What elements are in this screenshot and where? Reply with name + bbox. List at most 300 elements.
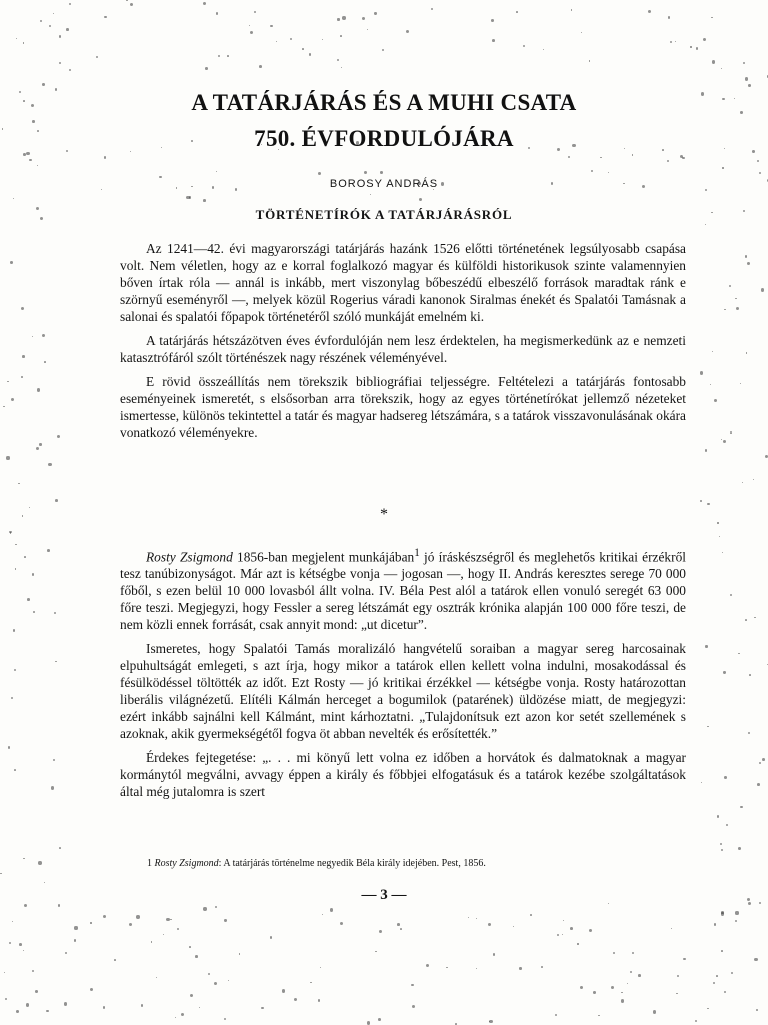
section-heading: TÖRTÉNETÍRÓK A TATÁRJÁRÁSRÓL (255, 207, 513, 222)
noise-speck (719, 536, 720, 537)
paragraph-ismeretes: Ismeretes, hogy Spalatói Tamás moralizáló hangvételű soraiban a magyar sereg harcosainak elpuhultságát emlegeti, s azt írja, hogy mikor a tatárok ellen kellett volna indulni, mosakodással és fésülködéssel töltötték az időt. Ezt Rosty — jó kritikai érzékkel — kétségbe vonja. Rosty határozottan liberális világnézetű. Elítéli Kálmán herceget a bogumilok (patarének) üldözése miatt, de megjegyzi: ezért inkább sajnálni kell Kálmánt, mint kárhoztatni. „Tulajdonítsuk ezt azon kor setét szellemének s azoknak, akik gyermekségétől fogva öt abban nevelték és erősítették.” (120, 641, 686, 742)
noise-speck (228, 980, 229, 981)
noise-speck (765, 455, 768, 458)
noise-speck (690, 46, 691, 47)
noise-speck (589, 60, 591, 62)
noise-speck (757, 783, 760, 786)
noise-speck (90, 922, 91, 923)
noise-speck (318, 172, 321, 175)
noise-speck (677, 975, 679, 977)
noise-speck (21, 376, 23, 378)
noise-speck (54, 612, 56, 614)
noise-speck (282, 989, 285, 992)
paragraph-rosty (120, 545, 686, 633)
author-name: BOROSY ANDRÁS (329, 178, 439, 190)
noise-speck (32, 970, 34, 972)
noise-speck (309, 53, 312, 56)
noise-speck (468, 917, 469, 918)
footnote-author: Rosty Zsigmond (154, 858, 219, 869)
article-title-line-1: A TATÁRJÁRÁS ÉS A MUHI CSATA (191, 90, 577, 115)
noise-speck (710, 384, 711, 385)
noise-speck (488, 923, 491, 926)
noise-speck (757, 160, 759, 162)
noise-speck (208, 973, 210, 975)
noise-speck (7, 381, 9, 383)
noise-speck (58, 904, 61, 907)
noise-speck (4, 972, 5, 973)
noise-speck (276, 41, 277, 42)
noise-speck (700, 500, 702, 502)
main-text (120, 545, 686, 807)
noise-speck (543, 49, 544, 50)
noise-speck (745, 619, 747, 621)
noise-speck (8, 746, 10, 748)
noise-speck (738, 847, 741, 850)
noise-speck (362, 17, 365, 20)
noise-speck (735, 920, 737, 922)
noise-speck (57, 435, 60, 438)
noise-speck (53, 759, 55, 761)
noise-speck (216, 171, 217, 172)
noise-speck (6, 456, 9, 459)
noise-speck (767, 664, 768, 665)
noise-speck (562, 934, 563, 935)
noise-speck (530, 914, 532, 916)
noise-speck (14, 769, 16, 771)
noise-speck (11, 398, 14, 401)
noise-speck (141, 1004, 143, 1006)
noise-speck (513, 926, 514, 927)
noise-speck (648, 10, 651, 13)
noise-speck (580, 986, 583, 989)
noise-speck (24, 556, 26, 558)
noise-speck (746, 352, 747, 353)
noise-speck (705, 645, 707, 647)
noise-speck (35, 990, 38, 993)
noise-speck (189, 946, 191, 948)
noise-speck (759, 172, 761, 174)
noise-speck (51, 786, 54, 789)
noise-speck (294, 998, 297, 1001)
noise-speck (177, 928, 179, 930)
noise-speck (49, 25, 51, 27)
noise-speck (754, 958, 757, 961)
noise-speck (195, 955, 198, 958)
noise-speck (166, 918, 169, 921)
noise-speck (523, 45, 525, 47)
noise-speck (55, 661, 56, 662)
noise-speck (163, 934, 164, 935)
footnote-marker: 1 (414, 547, 420, 559)
noise-speck (591, 170, 593, 172)
noise-speck (759, 762, 761, 764)
noise-speck (717, 815, 719, 817)
noise-speck (571, 9, 573, 11)
noise-speck (721, 911, 724, 914)
noise-speck (29, 159, 32, 162)
noise-speck (705, 224, 706, 225)
noise-speck (13, 198, 14, 199)
noise-speck (738, 653, 740, 655)
noise-speck (130, 3, 133, 6)
noise-speck (747, 262, 750, 265)
noise-speck (670, 41, 672, 43)
noise-speck (519, 967, 521, 969)
noise-speck (250, 31, 253, 34)
noise-speck (735, 911, 738, 914)
section-separator: * (380, 506, 388, 523)
noise-speck (322, 914, 323, 915)
noise-speck (627, 983, 628, 984)
noise-speck (69, 69, 71, 71)
noise-speck (476, 918, 478, 920)
noise-speck (59, 62, 61, 64)
noise-speck (489, 1020, 492, 1023)
noise-speck (5, 998, 7, 1000)
noise-speck (46, 1010, 49, 1013)
noise-speck (322, 39, 323, 40)
noise-speck (103, 1006, 106, 1009)
noise-speck (714, 399, 717, 402)
noise-speck (563, 920, 564, 921)
noise-speck (713, 982, 715, 984)
noise-speck (613, 952, 615, 954)
noise-speck (762, 758, 765, 761)
noise-speck (722, 552, 723, 553)
noise-speck (90, 988, 93, 991)
noise-speck (711, 17, 712, 18)
noise-speck (330, 908, 333, 911)
noise-speck (156, 977, 157, 978)
noise-speck (745, 77, 748, 80)
noise-speck (364, 171, 367, 174)
noise-speck (259, 65, 262, 68)
noise-speck (205, 67, 208, 70)
noise-speck (74, 926, 77, 929)
noise-speck (341, 67, 342, 68)
noise-speck (3, 406, 5, 408)
noise-speck (400, 928, 402, 930)
noise-speck (302, 48, 304, 50)
noise-speck (714, 923, 717, 926)
noise-speck (630, 971, 632, 973)
noise-speck (731, 972, 733, 974)
noise-speck (621, 999, 624, 1002)
noise-speck (74, 939, 77, 942)
noise-speck (9, 942, 11, 944)
noise-speck (44, 361, 46, 363)
noise-speck (23, 42, 25, 44)
noise-speck (632, 154, 633, 155)
noise-speck (675, 41, 676, 42)
noise-speck (598, 1015, 599, 1016)
intro-text (120, 240, 686, 448)
noise-speck (632, 952, 634, 954)
noise-speck (214, 982, 217, 985)
noise-speck (9, 531, 11, 533)
noise-speck (69, 3, 71, 5)
noise-speck (104, 16, 107, 19)
paragraph-intro-3: E rövid összeállítás nem törekszik bibliográfiai teljességre. Feltételezi a tatárjárás fontosabb eseményeinek ismeretét, s elsősorban arra törekszik, hogy az egyes történetírókat jellemző nézeteket ismertesse, különös tekintettel a tatár és magyar hadsereg létszámára, s a tatárok visszavonulásának okára vonatkozó véleményekre. (120, 374, 686, 440)
noise-speck (375, 951, 376, 952)
noise-speck (749, 674, 751, 676)
noise-speck (96, 56, 98, 58)
noise-speck (340, 922, 343, 925)
noise-speck (707, 503, 710, 506)
noise-speck (748, 732, 750, 734)
noise-speck (59, 35, 62, 38)
noise-speck (59, 847, 61, 849)
noise-speck (53, 13, 54, 14)
noise-speck (707, 1008, 708, 1009)
noise-speck (26, 1003, 29, 1006)
noise-speck (367, 1021, 370, 1024)
noise-speck (638, 974, 641, 977)
noise-speck (730, 431, 732, 433)
noise-speck (15, 544, 16, 545)
noise-speck (33, 611, 35, 613)
noise-speck (753, 479, 754, 480)
paragraph-intro-2: A tatárjárás hétszázötven éves évfordulóján nem lesz érdektelen, ha megismerkedünk az e nemzeti katasztrófáról szólt történészek nagy részének véleményével. (120, 333, 686, 365)
noise-speck (37, 165, 38, 166)
noise-speck (491, 19, 494, 22)
noise-speck (742, 482, 744, 484)
noise-speck (21, 307, 24, 310)
noise-speck (431, 8, 433, 10)
noise-speck (19, 943, 22, 946)
noise-speck (189, 196, 191, 198)
noise-speck (740, 383, 741, 384)
noise-speck (27, 598, 30, 601)
noise-speck (726, 824, 728, 826)
noise-speck (42, 334, 45, 337)
noise-speck (114, 959, 116, 961)
noise-speck (12, 921, 13, 922)
noise-speck (13, 629, 15, 631)
noise-speck (39, 443, 41, 445)
noise-speck (492, 39, 495, 42)
noise-speck (754, 617, 755, 618)
noise-speck (23, 858, 24, 859)
noise-speck (218, 55, 220, 57)
noise-speck (203, 907, 206, 910)
noise-speck (724, 991, 726, 993)
noise-speck (577, 943, 578, 944)
noise-speck (320, 967, 321, 968)
noise-speck (589, 929, 592, 932)
noise-speck (32, 120, 35, 123)
noise-speck (270, 25, 273, 28)
noise-speck (735, 298, 736, 299)
noise-speck (406, 30, 409, 33)
noise-speck (745, 255, 748, 258)
noise-speck (426, 964, 429, 967)
noise-speck (667, 160, 669, 162)
noise-speck (370, 194, 371, 195)
noise-speck (0, 873, 1, 874)
noise-speck (701, 782, 702, 783)
paragraph-rosty-rest: jó íráskészségről és meglehetős kritikai érzékről tesz tanúbizonyságot. Már azt is kétségbe vonja — jogosan —, hogy II. András keresztes serege 70 000 főből, s ezen belül 10 000 lovasból állt volna. IV. Béla Pest alól a tatárok ellen vonuló seregét 63 000 főre teszi. Megjegyzi, hogy Fessler a sereg létszámát egy osztrák krónika alapján 100 000 főre teszi, de nem közli ennek forrását, csak annyit mond: „ut dicetur”. (120, 549, 686, 633)
noise-speck (47, 549, 50, 552)
noise-speck (103, 915, 106, 918)
noise-speck (682, 157, 684, 159)
noise-speck (203, 2, 206, 5)
noise-speck (703, 38, 706, 41)
noise-speck (318, 999, 320, 1001)
noise-speck (493, 953, 495, 955)
noise-speck (721, 849, 723, 851)
noise-speck (668, 16, 671, 19)
noise-speck (26, 152, 29, 155)
noise-speck (216, 12, 219, 15)
noise-speck (397, 923, 400, 926)
noise-speck (270, 936, 273, 939)
noise-speck (38, 861, 41, 864)
noise-speck (64, 1002, 67, 1005)
noise-speck (151, 941, 153, 943)
noise-speck (722, 167, 723, 168)
noise-speck (190, 994, 193, 997)
noise-speck (10, 261, 13, 264)
noise-speck (411, 984, 413, 986)
noise-speck (203, 199, 206, 202)
footnote-number: 1 (147, 858, 152, 869)
noise-speck (126, 0, 127, 1)
noise-speck (342, 16, 345, 19)
noise-speck (653, 1010, 656, 1013)
noise-speck (743, 62, 745, 64)
noise-speck (729, 285, 731, 287)
noise-speck (227, 55, 229, 57)
noise-speck (716, 975, 718, 977)
noise-speck (707, 726, 709, 728)
noise-speck (40, 20, 42, 22)
noise-speck (570, 927, 573, 930)
noise-speck (367, 29, 368, 30)
noise-speck (696, 47, 698, 49)
noise-speck (66, 28, 69, 31)
noise-speck (380, 171, 383, 174)
noise-speck (608, 172, 609, 173)
noise-speck (419, 198, 422, 201)
noise-speck (37, 388, 40, 391)
noise-speck (129, 923, 132, 926)
noise-speck (16, 1010, 19, 1013)
noise-speck (446, 967, 447, 968)
noise-speck (593, 991, 596, 994)
noise-speck (42, 83, 45, 86)
noise-speck (379, 930, 382, 933)
paragraph-rosty-start: 1856-ban megjelent munkájában (232, 549, 415, 565)
noise-speck (721, 439, 723, 441)
noise-speck (239, 953, 240, 954)
noise-speck (32, 336, 33, 337)
noise-speck (22, 355, 25, 358)
noise-speck (65, 952, 67, 954)
noise-speck (16, 38, 17, 39)
noise-speck (724, 776, 727, 779)
noise-speck (11, 697, 13, 699)
noise-speck (721, 68, 722, 69)
noise-speck (175, 1017, 176, 1018)
noise-speck (374, 12, 376, 14)
footnote-text: : A tatárjárás történelme negyedik Béla király idejében. Pest, 1856. (218, 858, 486, 869)
noise-speck (712, 351, 713, 352)
noise-speck (712, 60, 715, 63)
noise-speck (683, 958, 685, 960)
noise-speck (215, 906, 217, 908)
noise-speck (290, 38, 292, 40)
article-title-line-2: 750. ÉVFORDULÓJÁRA (254, 126, 514, 151)
noise-speck (340, 35, 342, 37)
author-reference: Rosty Zsigmond (146, 549, 233, 565)
noise-speck (224, 919, 226, 921)
noise-speck (44, 882, 45, 883)
noise-speck (724, 309, 725, 310)
noise-speck (18, 483, 19, 484)
noise-speck (568, 156, 570, 158)
noise-speck (723, 440, 726, 443)
noise-speck (14, 669, 16, 671)
noise-speck (581, 32, 582, 33)
noise-speck (199, 1007, 200, 1008)
noise-speck (756, 1009, 758, 1011)
noise-speck (104, 156, 106, 158)
paragraph-erdekes: Érdekes fejtegetése: „. . . mi könyű lett volna ez időben a horvátok és dalmatoknak a magyar kormánytól megválni, avvagy éppen a király és főbbjei elfogatásuk és a tatárok kezébe szolgáltatások által még jutalomra is szert (120, 750, 686, 800)
noise-speck (721, 950, 723, 952)
noise-speck (378, 1018, 381, 1021)
noise-speck (181, 1013, 184, 1016)
noise-speck (224, 1018, 226, 1020)
noise-speck (23, 950, 24, 951)
noise-speck (695, 1020, 697, 1022)
noise-speck (15, 568, 17, 570)
noise-speck (36, 447, 39, 450)
noise-speck (32, 573, 35, 576)
noise-speck (261, 1007, 263, 1009)
noise-speck (249, 25, 250, 26)
noise-speck (730, 594, 732, 596)
noise-speck (24, 904, 27, 907)
noise-speck (136, 915, 139, 918)
noise-speck (337, 18, 339, 20)
noise-speck (170, 919, 171, 920)
noise-speck (680, 155, 683, 158)
paragraph-intro-1: Az 1241—42. évi magyarországi tatárjárás hazánk 1526 előtti történetének legsúlyosabb csapása volt. Nem véletlen, hogy az e korral foglalkozó magyar és külföldi historikusok szinte valamennyien bőven írtak róla — annál is inkább, mert viszonylag bőbeszédű elbeszélő források maradtak ránk e szörnyű eseményről —, melyek közül Rogerius váradi kanonok Siralmas énekét és Spalatói Tamásnak a salonai és spalatói főpapok történetéről szóló munkáját emelném ki. (120, 241, 686, 324)
page-number: — 3 — (361, 887, 407, 903)
noise-speck (621, 992, 623, 994)
noise-speck (48, 463, 51, 466)
noise-speck (740, 806, 743, 809)
footnote (147, 858, 687, 869)
noise-speck (254, 11, 256, 13)
noise-speck (600, 157, 601, 158)
noise-speck (736, 307, 739, 310)
noise-speck (761, 288, 764, 291)
noise-speck (516, 11, 518, 13)
noise-speck (476, 968, 478, 970)
noise-speck (748, 84, 751, 87)
noise-speck (705, 449, 708, 452)
noise-speck (337, 59, 339, 61)
noise-speck (676, 993, 678, 995)
noise-speck (382, 49, 384, 51)
noise-speck (611, 986, 614, 989)
noise-speck (310, 982, 312, 984)
noise-speck (720, 843, 722, 845)
noise-speck (55, 499, 58, 502)
noise-speck (723, 671, 725, 673)
